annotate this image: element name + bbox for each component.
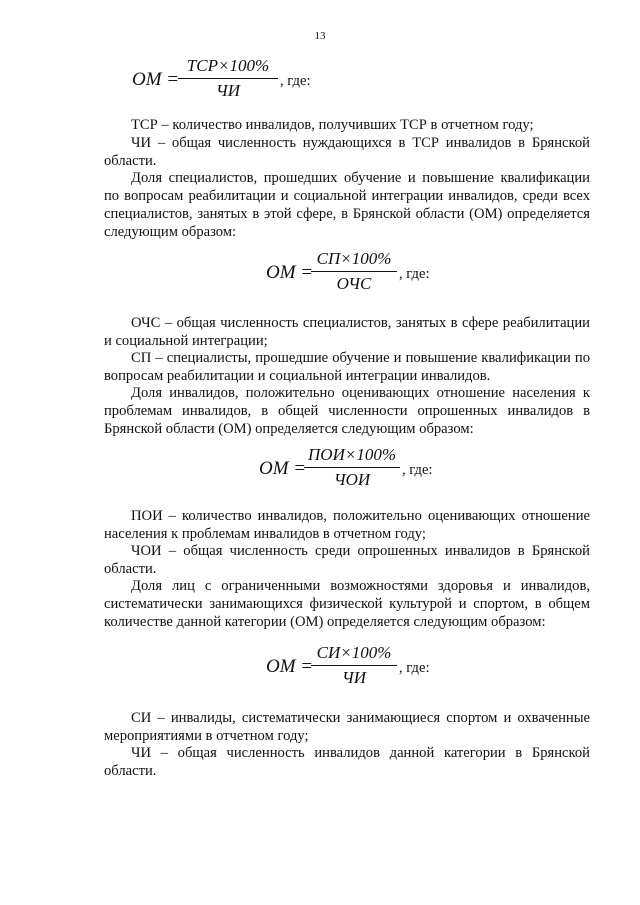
fraction-bar	[311, 271, 397, 272]
formula-lhs: ОМ =	[132, 69, 180, 90]
paragraph: СП – специалисты, прошедшие обучение и повышение квалификации по вопросам реабилитации и социальной интеграции инвалидов.	[104, 350, 590, 384]
formula-numerator: СИ×100%	[316, 643, 392, 662]
formula-2	[266, 249, 466, 297]
formula-lhs: ОМ =	[266, 262, 314, 283]
formula-numerator: ПОИ×100%	[308, 445, 396, 464]
paragraph: ОЧС – общая численность специалистов, занятых в сфере реабилитации и социальной интеграции;	[104, 315, 590, 349]
formula-3	[259, 445, 469, 493]
formula-4	[266, 643, 466, 691]
formula-denominator: ЧОИ	[333, 470, 371, 489]
paragraph: ТСР – количество инвалидов, получивших ТСР в отчетном году;	[131, 117, 534, 133]
formula-suffix: , где:	[399, 660, 430, 676]
formula-denominator: ОЧС	[336, 274, 372, 293]
formula-numerator: ТСР×100%	[186, 56, 270, 75]
fraction-bar	[304, 467, 400, 468]
formula-numerator: СП×100%	[316, 249, 392, 268]
formula-suffix: , где:	[399, 266, 430, 282]
formula-denominator: ЧИ	[342, 668, 366, 687]
paragraph: ПОИ – количество инвалидов, положительно оценивающих отношение населения к проблемам инвалидов в отчетном году;	[104, 508, 590, 542]
paragraph: Доля лиц с ограниченными возможностями здоровья и инвалидов, систематически занимающихся физической культурой и спортом, в общем количестве данной категории (ОМ) определяется следующим образом:	[104, 578, 590, 630]
paragraph: Доля инвалидов, положительно оценивающих отношение населения к проблемам инвалидов, в общей численности опрошенных инвалидов в Брянской области (ОМ) определяется следующим образом:	[104, 385, 590, 437]
paragraph: Доля специалистов, прошедших обучение и повышение квалификации по вопросам реабилитации и социальной интеграции инвалидов, среди всех специалистов, занятых в этой сфере, в Брянской области (ОМ) определяется следующим образом:	[104, 170, 590, 240]
formula-denominator: ЧИ	[216, 81, 240, 100]
paragraph: ЧИ – общая численность нуждающихся в ТСР инвалидов в Брянской области.	[104, 135, 590, 169]
fraction-bar	[178, 78, 278, 79]
formula-suffix: , где:	[280, 73, 311, 89]
paragraph: СИ – инвалиды, систематически занимающиеся спортом и охваченные мероприятиями в отчетном году;	[104, 710, 590, 744]
formula-lhs: ОМ =	[259, 458, 307, 479]
paragraph: ЧОИ – общая численность среди опрошенных инвалидов в Брянской области.	[104, 543, 590, 577]
fraction-bar	[311, 665, 397, 666]
formula-lhs: ОМ =	[266, 656, 314, 677]
formula-suffix: , где:	[402, 462, 433, 478]
page-number: 13	[314, 30, 326, 42]
formula-1	[132, 56, 332, 104]
paragraph: ЧИ – общая численность инвалидов данной категории в Брянской области.	[104, 745, 590, 779]
